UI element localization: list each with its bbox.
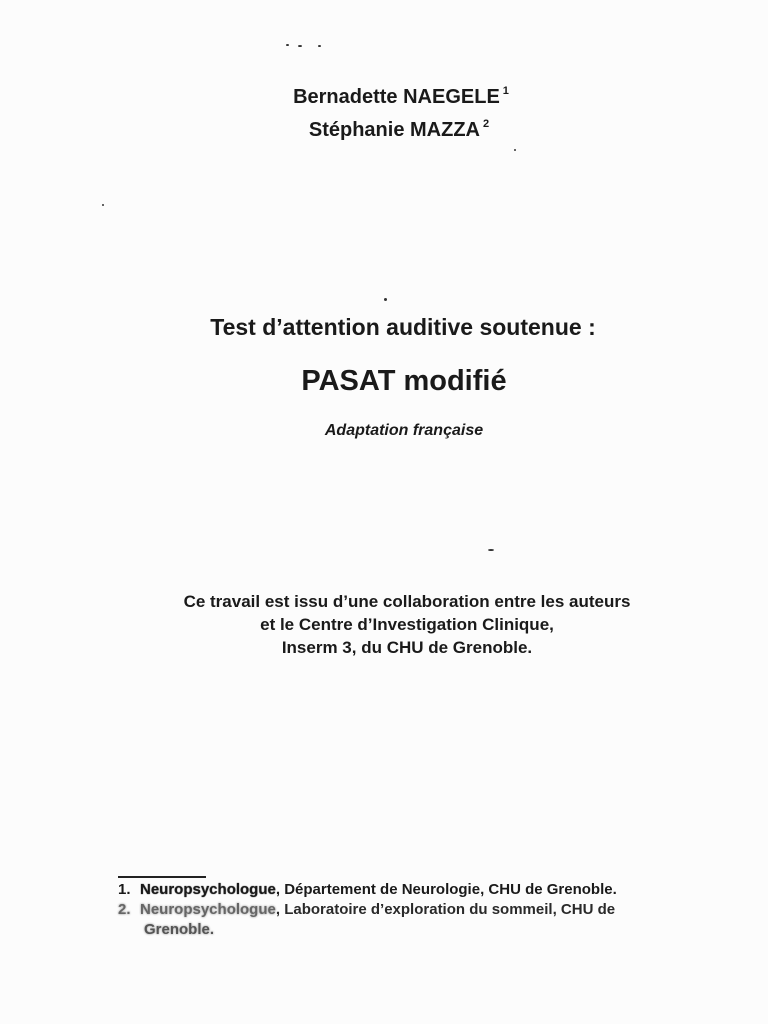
collaboration-line-2: et le Centre d’Investigation Clinique, (260, 615, 554, 634)
footnote-2-text: , Laboratoire d’exploration du sommeil, CHU de (275, 901, 616, 918)
collaboration-statement (0, 590, 768, 659)
authors-block (0, 78, 768, 144)
footnote-2-role: Neuropsychologue (140, 901, 276, 918)
main-title: PASAT modifié (301, 365, 507, 397)
scan-speck (488, 549, 494, 551)
footnote-2 (118, 900, 708, 940)
author-2 (30, 111, 768, 144)
footnote-1 (118, 880, 708, 900)
scan-speck (102, 204, 104, 206)
footnote-divider (118, 876, 206, 878)
subtitle: Adaptation française (324, 422, 484, 439)
scan-speck (298, 45, 302, 47)
author-2-footnote-mark: 2 (483, 118, 490, 130)
title-block (0, 314, 768, 440)
footnotes (118, 880, 708, 940)
scan-speck (514, 149, 516, 151)
author-1 (34, 78, 768, 111)
footnote-1-text: , Département de Neurologie, CHU de Grenoble. (275, 881, 617, 898)
footnote-1-number: 1. (118, 881, 131, 898)
title-line: Test d’attention auditive soutenue : (210, 314, 596, 340)
author-2-name: Stéphanie MAZZA (308, 119, 480, 141)
footnote-1-role: Neuropsychologue (140, 881, 276, 898)
collaboration-line-1: Ce travail est issu d’une collaboration entre les auteurs (183, 592, 631, 611)
footnote-2-continuation: Grenoble. (144, 921, 215, 938)
scan-speck (384, 298, 387, 301)
scan-speck (318, 45, 321, 47)
author-1-name: Bernadette NAEGELE (293, 86, 500, 108)
footnote-2-number: 2. (118, 901, 131, 918)
collaboration-line-3: Inserm 3, du CHU de Grenoble. (281, 638, 533, 657)
author-1-footnote-mark: 1 (502, 85, 509, 97)
scan-speck (286, 44, 289, 46)
